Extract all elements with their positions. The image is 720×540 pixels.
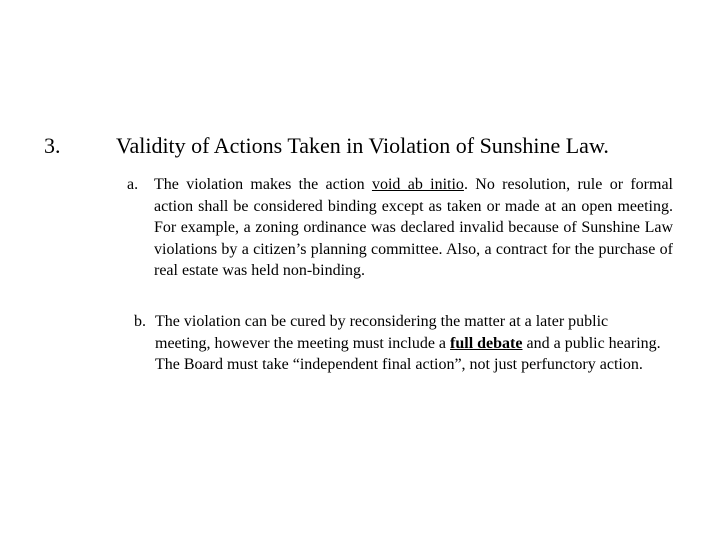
- item-b-text-end: and a public hearing. The Board must take “independent final action”, not just perfunctory action.: [155, 334, 661, 374]
- section-number: 3.: [44, 133, 61, 158]
- list-marker-b: b.: [134, 313, 146, 330]
- list-item-b: [134, 311, 664, 376]
- item-a-text-end: . No resolution, rule or formal action shall be considered binding except as taken or made at an open meeting. For example, a zoning ordinance was declared invalid because of Sunshine Law violations by a citizen’s planning committee. Also, a contract for the purchase of real estate was held non-binding.: [154, 176, 673, 280]
- item-a-emphasis: void ab initio: [371, 176, 464, 193]
- list-item-a-text: [154, 174, 673, 282]
- item-a-text-start: The violation makes the action: [154, 176, 372, 193]
- item-b-emphasis: full debate: [450, 334, 523, 352]
- item-b-text-start: The violation can be cured by reconsidering the matter at a later public meeting, however the meeting must include a: [155, 313, 609, 352]
- list-item-b-text: [155, 311, 664, 376]
- section-title: Validity of Actions Taken in Violation of Sunshine Law.: [116, 133, 609, 158]
- list-marker-a: a.: [127, 176, 139, 193]
- list-item-a: [127, 174, 673, 282]
